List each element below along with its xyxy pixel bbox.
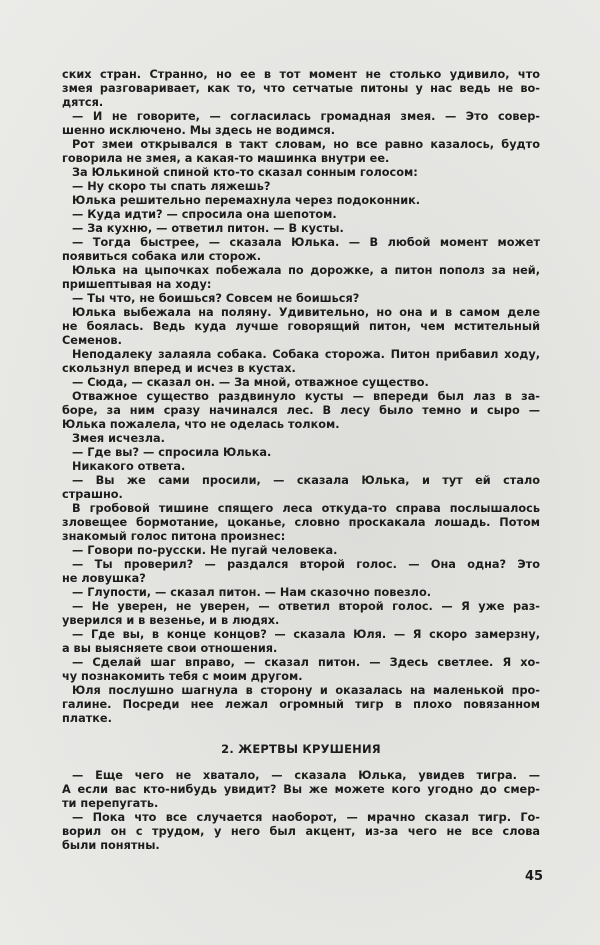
text-line: — Тогда быстрее, — сказала Юлька. — В любой момент может [72, 236, 540, 249]
page-number: 45 [525, 869, 544, 884]
paragraph [62, 236, 540, 264]
paragraph [62, 138, 540, 166]
text-line: уверился и в везенье, и в людях. [62, 614, 280, 627]
text-line: Семенов. [62, 334, 122, 347]
paragraph [62, 811, 540, 853]
text-line: знакомый голос питона произнес: [62, 530, 286, 543]
text-line: Никакого ответа. [72, 460, 186, 473]
paragraph [62, 208, 540, 222]
text-line: появиться собака или сторож. [62, 250, 262, 263]
text-line: — И не говорите, — согласилась громадная змея. — Это совер- [72, 110, 540, 123]
paragraph [62, 446, 540, 460]
text-line: — Еще чего не хватало, — сказала Юлька, увидев тигра. — [72, 769, 540, 782]
text-line: змея разговаривает, как то, что сетчатые питоны у нас ведь не во- [62, 82, 540, 95]
body-text [62, 68, 540, 726]
paragraph [62, 166, 540, 180]
text-line: галине. Посреди нее лежал огромный тигр в плохо повязанном [62, 698, 540, 711]
text-line: — Пока что все случается наоборот, — мрачно сказал тигр. Го- [72, 811, 540, 824]
text-line: ворил он с трудом, у него был акцент, из-за чего не все слова [62, 825, 540, 838]
text-line: чу познакомить тебя с моим другом. [62, 670, 303, 683]
text-line: пришептывая на ходу: [62, 278, 212, 291]
text-line: а вы выясняете свои отношения. [62, 642, 278, 655]
text-line: не боялась. Ведь куда лучше говорящий питон, чем мстительный [62, 320, 540, 333]
text-line: — Не уверен, не уверен, — ответил второй голос. — Я уже раз- [72, 600, 540, 613]
text-line: — Ну скоро ты спать ляжешь? [72, 180, 271, 193]
text-line: Неподалеку залаяла собака. Собака сторожа. Питон прибавил ходу, [72, 348, 540, 361]
text-line: — Где вы, в конце концов? — сказала Юля. — Я скоро замерзну, [72, 628, 540, 641]
text-line: Отважное существо раздвинуло кусты — впереди был лаз в за- [72, 390, 540, 403]
text-line: — Куда идти? — спросила она шепотом. [72, 208, 337, 221]
text-line: ти перепугать. [62, 797, 159, 810]
text-line: ских стран. Странно, но ее в тот момент не столько удивило, что [62, 68, 540, 81]
text-line: — Вы же сами просили, — сказала Юлька, и тут ей стало [72, 474, 540, 487]
paragraph [62, 222, 540, 236]
text-line: говорила не змея, а какая-то машинка внутри ее. [62, 152, 390, 165]
paragraph [62, 376, 540, 390]
text-line: Юля послушно шагнула в сторону и оказалась на маленькой про- [72, 684, 540, 697]
paragraph [62, 68, 540, 110]
paragraph [62, 110, 540, 138]
paragraph [62, 586, 540, 600]
text-line: были понятны. [62, 839, 160, 852]
chapter-body-text [62, 769, 540, 853]
text-line: Змея исчезла. [72, 432, 165, 445]
paragraph [62, 558, 540, 586]
paragraph [62, 306, 540, 348]
text-line: — Где вы? — спросила Юлька. [72, 446, 272, 459]
text-line: Юлька решительно перемахнула через подоконник. [72, 194, 421, 207]
text-line: А если вас кто-нибудь увидит? Вы же можете кого угодно до смер- [62, 783, 540, 796]
text-line: — Глупости, — сказал питон. — Нам сказочно повезло. [72, 586, 431, 599]
paragraph [62, 684, 540, 726]
text-line: Юлька на цыпочках побежала по дорожке, а питон пополз за ней, [72, 264, 540, 277]
paragraph [62, 390, 540, 432]
paragraph [62, 180, 540, 194]
paragraph [62, 194, 540, 208]
paragraph [62, 600, 540, 628]
paragraph [62, 348, 540, 376]
text-line: страшно. [62, 488, 123, 501]
text-line: зловещее бормотание, цоканье, словно проскакала лошадь. Потом [62, 516, 540, 529]
paragraph [62, 656, 540, 684]
text-line: дятся. [62, 96, 104, 109]
paragraph [62, 502, 540, 544]
text-line: боре, за ним сразу начинался лес. В лесу было темно и сыро — [62, 404, 540, 417]
paragraph [62, 474, 540, 502]
text-line: Юлька пожалела, что не оделась толком. [62, 418, 340, 431]
text-line: платке. [62, 712, 112, 725]
text-line: — Сюда, — сказал он. — За мной, отважное существо. [72, 376, 429, 389]
paragraph [62, 628, 540, 656]
chapter-heading: 2. ЖЕРТВЫ КРУШЕНИЯ [221, 742, 381, 756]
paragraph [62, 769, 540, 811]
text-line: — Ты что, не боишься? Совсем не боишься? [72, 292, 360, 305]
paragraph [62, 460, 540, 474]
paragraph [62, 432, 540, 446]
text-line: В гробовой тишине спящего леса откуда-то справа послышалось [72, 502, 540, 515]
text-line: — За кухню, — ответил питон. — В кусты. [72, 222, 344, 235]
text-line: шенно исключено. Мы здесь не водимся. [62, 124, 336, 137]
text-line: Рот змеи открывался в такт словам, но все равно казалось, будто [72, 138, 540, 151]
paragraph [62, 292, 540, 306]
text-line: не ловушка? [62, 572, 146, 585]
paragraph [62, 544, 540, 558]
paragraph [62, 264, 540, 292]
text-line: скользнул вперед и исчез в кустах. [62, 362, 296, 375]
text-line: — Говори по-русски. Не пугай человека. [72, 544, 338, 557]
text-line: Юлька выбежала на поляну. Удивительно, но она и в самом деле [72, 306, 540, 319]
text-line: — Сделай шаг вправо, — сказал питон. — Здесь светлее. Я хо- [72, 656, 540, 669]
text-line: — Ты проверил? — раздался второй голос. — Она одна? Это [72, 558, 540, 571]
text-line: За Юлькиной спиной кто-то сказал сонным голосом: [72, 166, 418, 179]
